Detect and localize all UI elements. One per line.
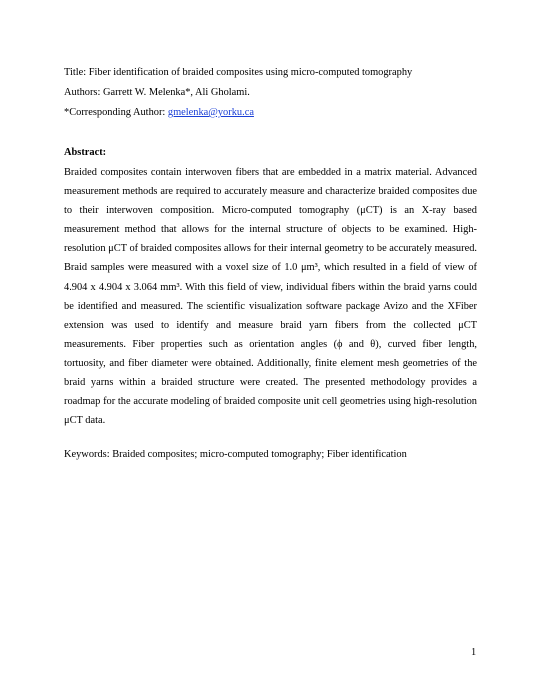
abstract-line: measurement methods are required to accurately measure and characterize braided composites due xyxy=(64,186,477,198)
abstract-line: μCT data. xyxy=(64,415,106,427)
corresponding-author xyxy=(64,106,254,119)
abstract-heading: Abstract: xyxy=(64,147,107,158)
corresponding-author-label: *Corresponding Author: xyxy=(64,107,168,118)
abstract-line: be identified and measured. The scientific visualization software package Avizo and the XFiber xyxy=(64,300,477,312)
paper-title: Title: Fiber identification of braided composites using micro-computed tomography xyxy=(64,67,413,78)
abstract-line: resolution μCT of braided composites allows for their internal geometry to be accurately measured. xyxy=(64,243,477,255)
abstract-line: Braided composites contain interwoven fibers that are embedded in a matrix material. Advanced xyxy=(64,167,477,178)
corresponding-email-link[interactable]: gmelenka@yorku.ca xyxy=(167,107,254,118)
abstract-line: measurement method that allows for the internal structure of objects to be examined. High- xyxy=(64,224,477,236)
abstract-line: measurements. Fiber properties such as orientation angles (ϕ and θ), curved fiber length, xyxy=(64,338,477,350)
abstract-line: tortuosity, and fiber diameter were obtained. Additionally, finite element mesh geometries of the xyxy=(64,357,477,369)
abstract-body xyxy=(64,163,477,430)
abstract-line: braid yarns within a braided structure were created. The presented methodology provides a xyxy=(64,377,477,389)
abstract-line: roadmap for the accurate modeling of braided composite unit cell geometries using high-resolution xyxy=(64,396,477,408)
paper-authors: Authors: Garrett W. Melenka*, Ali Gholami. xyxy=(64,87,250,98)
abstract-line: extension was used to identify and measure braid yarn fibers from the collected μCT xyxy=(64,319,477,331)
page-number: 1 xyxy=(471,647,477,658)
abstract-line: 4.904 x 4.904 x 3.064 mm³. With this field of view, individual fibers within the braid yarns could xyxy=(64,281,477,293)
abstract-line: to their interwoven composition. Micro-computed tomography (μCT) is an X-ray based xyxy=(64,205,477,217)
abstract-line: Braid samples were measured with a voxel size of 1.0 μm³, which resulted in a field of view of xyxy=(64,262,477,274)
keywords: Keywords: Braided composites; micro-computed tomography; Fiber identification xyxy=(64,449,407,460)
